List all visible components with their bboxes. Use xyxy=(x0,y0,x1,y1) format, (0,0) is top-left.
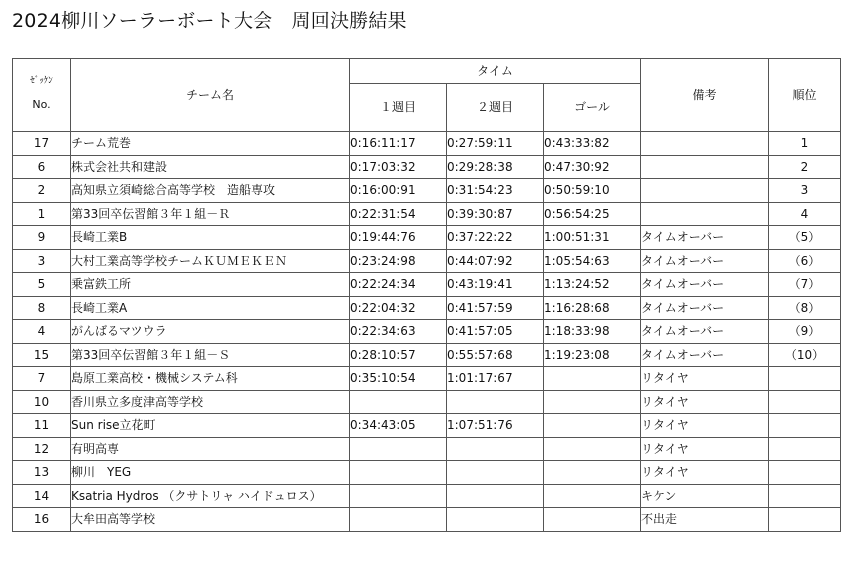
cell-lap2 xyxy=(447,437,544,461)
cell-lap1: 0:16:11:17 xyxy=(350,132,447,156)
cell-goal: 0:47:30:92 xyxy=(544,155,641,179)
table-row xyxy=(13,155,841,179)
header-goal: ゴール xyxy=(544,84,641,132)
cell-goal: 1:13:24:52 xyxy=(544,273,641,297)
cell-lap1: 0:35:10:54 xyxy=(350,367,447,391)
cell-team: 香川県立多度津高等学校 xyxy=(71,390,350,414)
header-time: タイム xyxy=(350,59,641,84)
cell-team: Sun rise立花町 xyxy=(71,414,350,438)
cell-rank: （9） xyxy=(769,320,841,344)
cell-zekken: 16 xyxy=(13,508,71,532)
cell-lap2: 0:41:57:59 xyxy=(447,296,544,320)
cell-goal xyxy=(544,461,641,485)
cell-zekken: 10 xyxy=(13,390,71,414)
table-row xyxy=(13,343,841,367)
cell-zekken: 5 xyxy=(13,273,71,297)
cell-goal: 0:43:33:82 xyxy=(544,132,641,156)
cell-note: タイムオーバー xyxy=(641,296,769,320)
cell-note xyxy=(641,179,769,203)
cell-goal: 0:56:54:25 xyxy=(544,202,641,226)
cell-team: 大村工業高等学校チームＫＵＭＥＫＥＮ xyxy=(71,249,350,273)
cell-goal: 1:00:51:31 xyxy=(544,226,641,250)
cell-rank xyxy=(769,414,841,438)
cell-lap2: 0:27:59:11 xyxy=(447,132,544,156)
header-team: チーム名 xyxy=(71,59,350,132)
cell-lap1 xyxy=(350,437,447,461)
table-row xyxy=(13,508,841,532)
table-row xyxy=(13,202,841,226)
results-table xyxy=(12,58,841,532)
cell-lap1 xyxy=(350,484,447,508)
header-note: 備考 xyxy=(641,59,769,132)
cell-rank: （7） xyxy=(769,273,841,297)
cell-note xyxy=(641,132,769,156)
cell-goal xyxy=(544,414,641,438)
cell-lap2: 0:44:07:92 xyxy=(447,249,544,273)
table-row xyxy=(13,179,841,203)
cell-lap1: 0:34:43:05 xyxy=(350,414,447,438)
cell-rank xyxy=(769,437,841,461)
cell-goal xyxy=(544,508,641,532)
cell-rank: （8） xyxy=(769,296,841,320)
header-zekken-no: No. xyxy=(32,98,51,111)
cell-lap2: 0:55:57:68 xyxy=(447,343,544,367)
table-row xyxy=(13,461,841,485)
cell-note: リタイヤ xyxy=(641,414,769,438)
cell-team: 長崎工業B xyxy=(71,226,350,250)
cell-zekken: 13 xyxy=(13,461,71,485)
cell-lap1: 0:22:24:34 xyxy=(350,273,447,297)
cell-team: 乗富鉄工所 xyxy=(71,273,350,297)
cell-lap2: 0:29:28:38 xyxy=(447,155,544,179)
cell-note: リタイヤ xyxy=(641,437,769,461)
cell-rank xyxy=(769,508,841,532)
cell-note: リタイヤ xyxy=(641,390,769,414)
cell-team: がんばるマツウラ xyxy=(71,320,350,344)
cell-rank: 1 xyxy=(769,132,841,156)
cell-lap2: 0:39:30:87 xyxy=(447,202,544,226)
cell-lap1: 0:23:24:98 xyxy=(350,249,447,273)
cell-zekken: 15 xyxy=(13,343,71,367)
cell-lap1: 0:22:31:54 xyxy=(350,202,447,226)
cell-team: 長崎工業A xyxy=(71,296,350,320)
cell-note xyxy=(641,155,769,179)
cell-goal: 0:50:59:10 xyxy=(544,179,641,203)
cell-lap2 xyxy=(447,461,544,485)
table-body xyxy=(13,132,841,532)
cell-goal xyxy=(544,437,641,461)
cell-lap2 xyxy=(447,390,544,414)
cell-note: リタイヤ xyxy=(641,367,769,391)
header-rank: 順位 xyxy=(769,59,841,132)
cell-lap2 xyxy=(447,484,544,508)
cell-team: 有明高専 xyxy=(71,437,350,461)
cell-goal: 1:18:33:98 xyxy=(544,320,641,344)
cell-lap2: 1:01:17:67 xyxy=(447,367,544,391)
cell-zekken: 2 xyxy=(13,179,71,203)
table-row xyxy=(13,296,841,320)
cell-lap1 xyxy=(350,508,447,532)
cell-note: リタイヤ xyxy=(641,461,769,485)
cell-zekken: 4 xyxy=(13,320,71,344)
table-row xyxy=(13,273,841,297)
table-row xyxy=(13,249,841,273)
header-zekken xyxy=(13,59,71,132)
cell-team: チーム荒巻 xyxy=(71,132,350,156)
cell-lap1: 0:22:04:32 xyxy=(350,296,447,320)
cell-rank: （6） xyxy=(769,249,841,273)
cell-team: 柳川 YEG xyxy=(71,461,350,485)
cell-goal xyxy=(544,367,641,391)
cell-goal xyxy=(544,390,641,414)
cell-goal xyxy=(544,484,641,508)
cell-lap1: 0:22:34:63 xyxy=(350,320,447,344)
cell-team: 株式会社共和建設 xyxy=(71,155,350,179)
table-row xyxy=(13,367,841,391)
header-lap1: １週目 xyxy=(350,84,447,132)
cell-team: 第33回卒伝習館３年１組－Ｓ xyxy=(71,343,350,367)
cell-zekken: 9 xyxy=(13,226,71,250)
cell-note: タイムオーバー xyxy=(641,249,769,273)
cell-rank: 2 xyxy=(769,155,841,179)
cell-lap1 xyxy=(350,390,447,414)
cell-rank xyxy=(769,461,841,485)
cell-note: タイムオーバー xyxy=(641,343,769,367)
header-zekken-label: ｾﾞｯｹﾝ xyxy=(30,76,53,86)
table-row xyxy=(13,132,841,156)
table-row xyxy=(13,414,841,438)
cell-team: 島原工業高校・機械システム科 xyxy=(71,367,350,391)
cell-rank xyxy=(769,390,841,414)
cell-rank: 4 xyxy=(769,202,841,226)
cell-note: タイムオーバー xyxy=(641,273,769,297)
cell-zekken: 7 xyxy=(13,367,71,391)
cell-team: 第33回卒伝習館３年１組－Ｒ xyxy=(71,202,350,226)
cell-zekken: 17 xyxy=(13,132,71,156)
cell-lap1: 0:28:10:57 xyxy=(350,343,447,367)
table-row xyxy=(13,320,841,344)
cell-note: キケン xyxy=(641,484,769,508)
cell-note xyxy=(641,202,769,226)
cell-zekken: 12 xyxy=(13,437,71,461)
cell-lap1 xyxy=(350,461,447,485)
header-lap2: ２週目 xyxy=(447,84,544,132)
cell-rank: 3 xyxy=(769,179,841,203)
cell-lap1: 0:17:03:32 xyxy=(350,155,447,179)
cell-note: 不出走 xyxy=(641,508,769,532)
cell-lap2: 0:43:19:41 xyxy=(447,273,544,297)
table-row xyxy=(13,226,841,250)
cell-note: タイムオーバー xyxy=(641,320,769,344)
cell-team: 大牟田高等学校 xyxy=(71,508,350,532)
cell-lap2: 1:07:51:76 xyxy=(447,414,544,438)
cell-goal: 1:19:23:08 xyxy=(544,343,641,367)
table-row xyxy=(13,390,841,414)
cell-lap1: 0:19:44:76 xyxy=(350,226,447,250)
cell-rank xyxy=(769,367,841,391)
table-header xyxy=(13,59,841,132)
cell-zekken: 3 xyxy=(13,249,71,273)
cell-rank xyxy=(769,484,841,508)
cell-rank: （10） xyxy=(769,343,841,367)
cell-goal: 1:05:54:63 xyxy=(544,249,641,273)
cell-rank: （5） xyxy=(769,226,841,250)
cell-lap2: 0:41:57:05 xyxy=(447,320,544,344)
cell-team: Ksatria Hydros （クサトリャ ハイドュロス） xyxy=(71,484,350,508)
cell-lap1: 0:16:00:91 xyxy=(350,179,447,203)
table-row xyxy=(13,484,841,508)
cell-goal: 1:16:28:68 xyxy=(544,296,641,320)
cell-note: タイムオーバー xyxy=(641,226,769,250)
cell-zekken: 1 xyxy=(13,202,71,226)
cell-lap2: 0:37:22:22 xyxy=(447,226,544,250)
cell-lap2: 0:31:54:23 xyxy=(447,179,544,203)
table-row xyxy=(13,437,841,461)
cell-team: 高知県立須崎総合高等学校 造船専攻 xyxy=(71,179,350,203)
page-title: 2024柳川ソーラーボート大会 周回決勝結果 xyxy=(12,10,407,32)
cell-zekken: 8 xyxy=(13,296,71,320)
cell-zekken: 11 xyxy=(13,414,71,438)
cell-lap2 xyxy=(447,508,544,532)
cell-zekken: 6 xyxy=(13,155,71,179)
cell-zekken: 14 xyxy=(13,484,71,508)
